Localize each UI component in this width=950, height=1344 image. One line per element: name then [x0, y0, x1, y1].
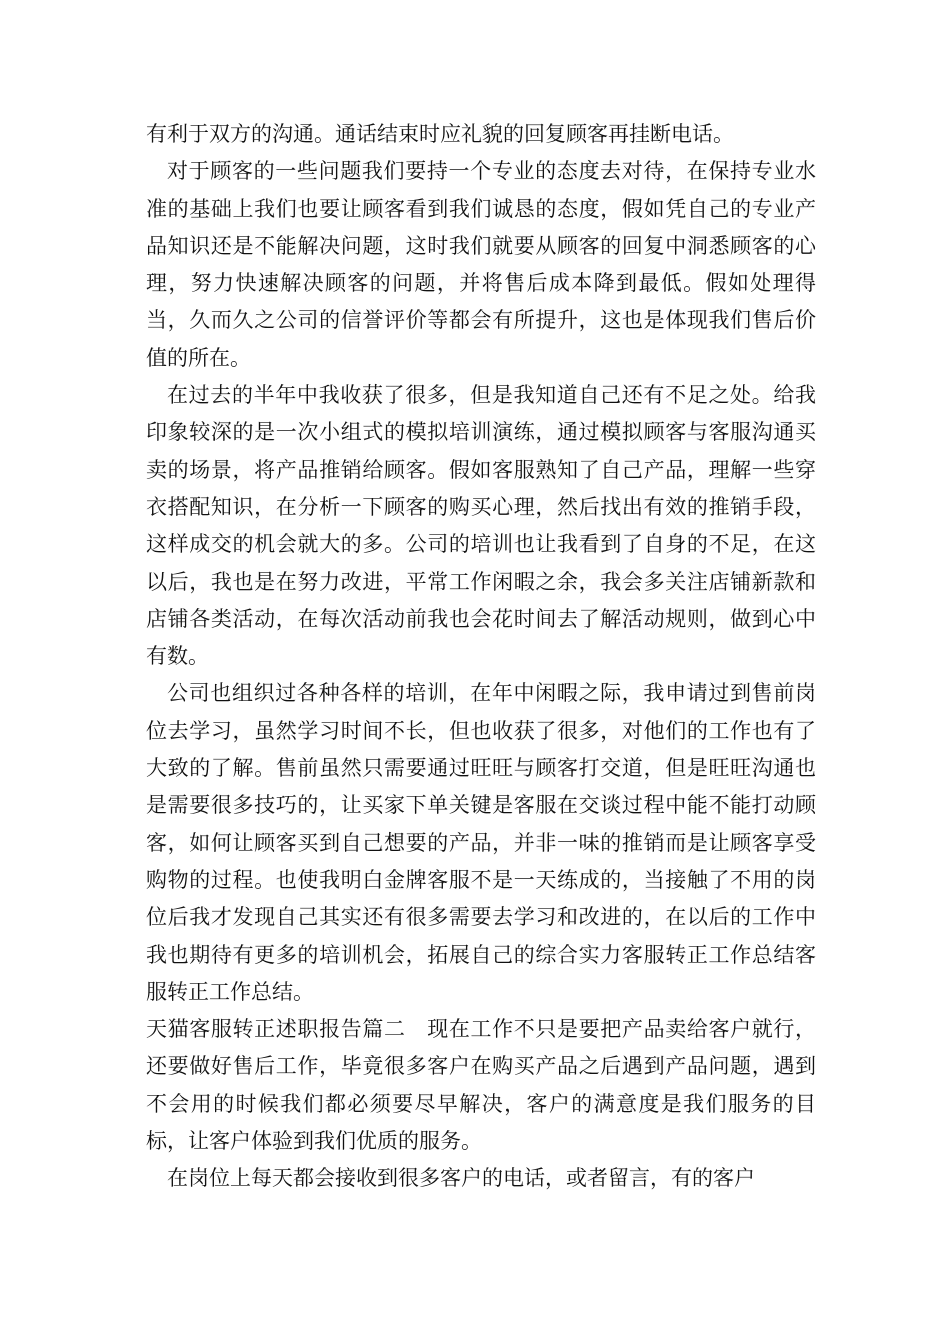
document-body	[146, 116, 816, 1198]
paragraph-6: 在岗位上每天都会接收到很多客户的电话，或者留言，有的客户	[167, 1166, 755, 1191]
paragraph-1: 有利于双方的沟通。通话结束时应礼貌的回复顾客再挂断电话。	[146, 122, 734, 146]
paragraph-3: 在过去的半年中我收获了很多，但是我知道自己还有不足之处。给我印象较深的是一次小组式的模拟培训演练，通过模拟顾客与客服沟通买卖的场景，将产品推销给顾客。假如客服熟知了自己产品，理解一些穿衣搭配知识，在分析一下顾客的购买心理，然后找出有效的推销手段，这样成交的机会就大的多。公司的培训也让我看到了自身的不足，在这以后，我也是在努力改进，平常工作闲暇之余，我会多关注店铺新款和店铺各类活动，在每次活动前我也会花时间去了解活动规则，做到心中有数。	[146, 383, 816, 669]
paragraph-5-section-heading: 天猫客服转正述职报告篇二 现在工作不只是要把产品卖给客户就行，还要做好售后工作，毕竟很多客户在购买产品之后遇到产品问题，遇到不会用的时候我们都必须要尽早解决，客户的满意度是我们服务的目标，让客户体验到我们优质的服务。	[146, 1017, 816, 1154]
paragraph-4: 公司也组织过各种各样的培训，在年中闲暇之际，我申请过到售前岗位去学习，虽然学习时间不长，但也收获了很多，对他们的工作也有了大致的了解。售前虽然只需要通过旺旺与顾客打交道，但是旺旺沟通也是需要很多技巧的，让买家下单关键是客服在交谈过程中能不能打动顾客，如何让顾客买到自己想要的产品，并非一味的推销而是让顾客享受购物的过程。也使我明白金牌客服不是一天练成的，当接触了不用的岗位后我才发现自己其实还有很多需要去学习和改进的，在以后的工作中我也期待有更多的培训机会，拓展自己的综合实力客服转正工作总结客服转正工作总结。	[146, 681, 816, 1004]
paragraph-2: 对于顾客的一些问题我们要持一个专业的态度去对待，在保持专业水准的基础上我们也要让顾客看到我们诚恳的态度，假如凭自己的专业产品知识还是不能解决问题，这时我们就要从顾客的回复中洞悉顾客的心理，努力快速解决顾客的问题，并将售后成本降到最低。假如处理得当，久而久之公司的信誉评价等都会有所提升，这也是体现我们售后价值的所在。	[146, 159, 816, 370]
